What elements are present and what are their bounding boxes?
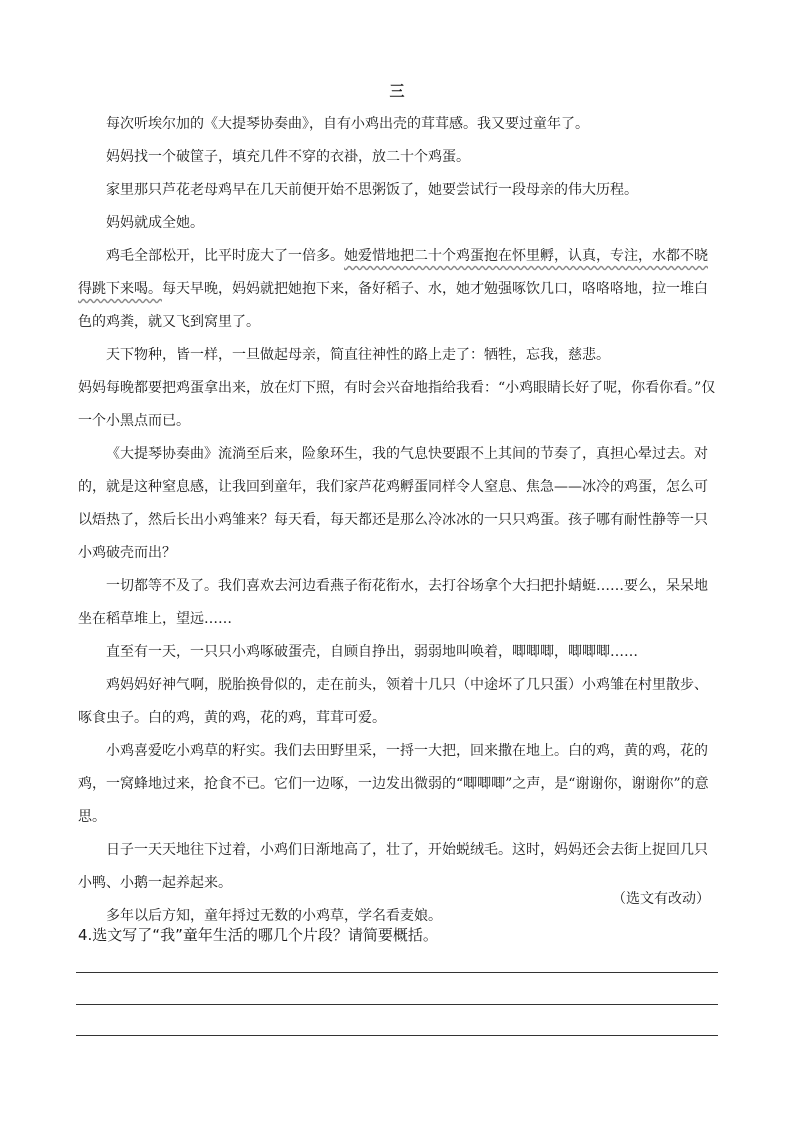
paragraph: 妈妈找一个破筐子，填充几件不穿的衣褂，放二十个鸡蛋。 [106,149,470,165]
paragraph: 直至有一天，一只只小鸡啄破蛋壳，自顾自挣出，弱弱地叫唤着，唧唧唧，唧唧唧…… [106,644,638,660]
paragraph: 《大提琴协奏曲》流淌至后来，险象环生，我的气息快要跟不上其间的节奏了，真担心晕过去。对的，就是这种窒息感，让我回到童年，我们家芦花鸡孵蛋同样令人窒息、焦急——冰冷的鸡蛋，怎么可以焐热了，然后长出小鸡雏来？每天看，每天都还是那么冷冰冰的一只只鸡蛋。孩子哪有耐性静等一只小鸡破壳而出？ [78,446,708,561]
paragraph: 多年以后方知，童年捋过无数的小鸡草，学名看麦娘。 [106,908,442,924]
paragraph: 日子一天天地往下过着，小鸡们日渐地高了，壮了，开始蜕绒毛。这时，妈妈还会去街上捉回几只小鸭、小鹅一起养起来。 [78,842,708,891]
answer-line[interactable] [76,972,718,973]
paragraph: 每次听埃尔加的《大提琴协奏曲》，自有小鸡出壳的茸茸感。我又要过童年了。 [106,116,589,132]
paragraph: 一切都等不及了。我们喜欢去河边看燕子衔花衔水，去打谷场拿个大扫把扑蜻蜓……要么，呆呆地坐在稻草堆上，望远…… [78,578,708,627]
underlined-sentence: 她爱惜地把二十个鸡蛋抱在怀里孵，认真，专注，水都不晓得跳下来喝。 [78,248,708,297]
answer-line[interactable] [76,1035,718,1036]
paragraph: 家里那只芦花老母鸡早在几天前便开始不思粥饭了，她要尝试行一段母亲的伟大历程。 [106,182,638,198]
paragraph: 鸡妈妈好神气啊，脱胎换骨似的，走在前头，领着十几只（中途坏了几只蛋）小鸡雏在村里散步、啄食虫子。白的鸡，黄的鸡，花的鸡，茸茸可爱。 [78,677,708,726]
source-note: （选文有改动） [612,891,710,907]
paragraph: 妈妈就成全她。 [106,215,204,231]
answer-line[interactable] [76,1004,718,1005]
paragraph: 天下物种，皆一样，一旦做起母亲，简直往神性的路上走了：牺牲，忘我，慈悲。 [106,347,610,363]
paragraph [78,240,720,339]
passage [78,108,720,933]
paragraph-text: 鸡毛全部松开，比平时庞大了一倍多。 [106,248,344,264]
paragraph-text: 每天早晚，妈妈就把她抱下来，备好稻子、水，她才勉强啄饮几口，咯咯咯地，拉一堆白色的鸡粪，就又飞到窝里了。 [78,281,708,330]
section-title: 三 [389,82,405,100]
paragraph: 小鸡喜爱吃小鸡草的籽实。我们去田野里采，一捋一大把，回来撒在地上。白的鸡，黄的鸡，花的鸡，一窝蜂地过来，抢食不已。它们一边啄，一边发出微弱的“唧唧唧”之声，是“谢谢你，谢谢你”的意思。 [78,743,709,825]
question-text: 4.选文写了“我”童年生活的哪几个片段？请简要概括。 [78,926,438,944]
paragraph: 妈妈每晚都要把鸡蛋拿出来，放在灯下照，有时会兴奋地指给我看：“小鸡眼睛长好了呢，你看你看。”仅一个小黑点而已。 [78,380,716,429]
